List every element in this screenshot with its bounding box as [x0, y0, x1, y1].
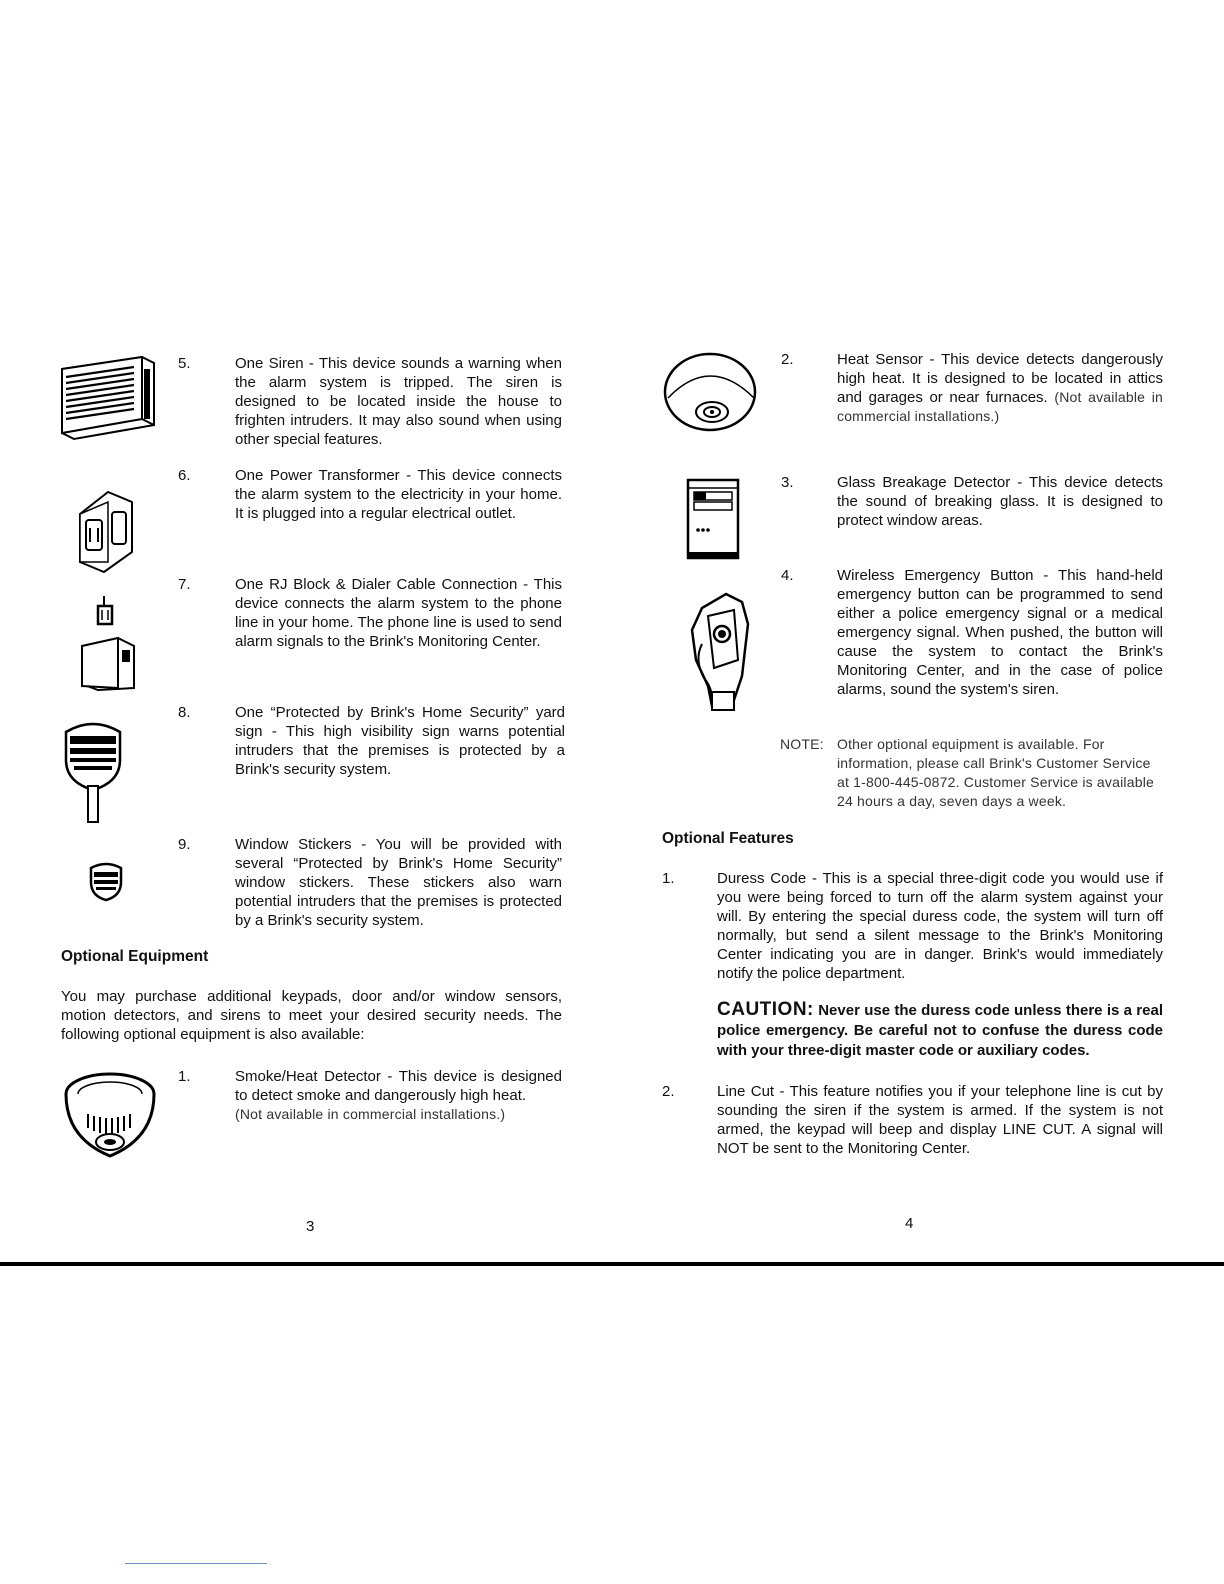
note-text: Other optional equipment is available. For information, please call Brink's Customer Service at 1-800-445-0872. Customer Service is available 24 hours a day, seven days a week. [837, 736, 1154, 809]
page-number-right: 4 [905, 1215, 914, 1232]
item-description: Wireless Emergency Button - This hand-held emergency button can be programmed to send either a police emergency signal or a medical emergency signal. When pushed, the button will cause the system to contact the Brink's Monitoring Center, and in the case of police alarms, sound the system's siren. [837, 567, 1163, 698]
heat-sensor-icon [662, 352, 760, 436]
item-number: 5. [178, 355, 191, 372]
caution-notice [717, 1000, 1163, 1061]
item-number: 4. [781, 567, 794, 584]
feature-description: Duress Code - This is a special three-digit code you would use if you were being forced to turn off the alarm system against your will. By entering the special duress code, the system will turn off normally, but send a silent message to the Brink's Monitoring Center indicating you are in danger. Brink's would immediately notify the police department. [717, 870, 1163, 982]
smoke-heat-detector-icon [62, 1068, 158, 1160]
section-heading-optional-features: Optional Features [662, 830, 794, 847]
item-text: Smoke/Heat Detector - This device is designed to detect smoke and dangerously high heat. [235, 1068, 562, 1104]
item-number: 6. [178, 467, 191, 484]
yard-sign-icon [60, 720, 126, 824]
window-sticker-icon [88, 862, 124, 902]
item-number: 3. [781, 474, 794, 491]
section-heading-optional-equipment: Optional Equipment [61, 948, 209, 965]
item-description: One “Protected by Brink's Home Security” yard sign - This high visibility sign warns potential intruders that the premises is protected by a Brink's security system. [235, 704, 565, 778]
item-description: One RJ Block & Dialer Cable Connection - This device connects the alarm system to the phone line in your home. The phone line is used to send alarm signals to the Brink's Monitoring Center. [235, 576, 562, 650]
item-note: (Not available in commercial installations.) [837, 389, 1163, 424]
page-number-left: 3 [306, 1218, 315, 1235]
feature-description: Line Cut - This feature notifies you if your telephone line is cut by sounding the siren if the system is armed. If the system is not armed, the keypad will beep and display LINE CUT. A signal will NOT be sent to the Monitoring Center. [717, 1083, 1163, 1157]
item-number: 2. [781, 351, 794, 368]
feature-number: 2. [662, 1083, 675, 1100]
item-description: One Siren - This device sounds a warning when the alarm system is tripped. The siren is designed to be located inside the house to frighten intruders. It may also sound when using other special features. [235, 355, 562, 448]
item-description: Window Stickers - You will be provided with several “Protected by Brink's Home Security” window stickers. These stickers also warn potential intruders that the premises is protected by a Brink's security system. [235, 836, 562, 929]
item-number: 7. [178, 576, 191, 593]
power-transformer-icon [78, 490, 134, 574]
item-number: 1. [178, 1068, 191, 1085]
note-label: NOTE: [780, 736, 824, 752]
siren-icon [58, 355, 156, 441]
emergency-button-icon [690, 590, 754, 712]
item-number: 9. [178, 836, 191, 853]
caution-text: Never use the duress code unless there is a real police emergency. Be careful not to confuse the duress code with your three-digit master code or auxiliary codes. [717, 1002, 1163, 1059]
item-description [837, 350, 1163, 426]
caution-label: CAUTION: [717, 999, 814, 1020]
item-note: (Not available in commercial installations.) [235, 1106, 506, 1122]
item-description [235, 1067, 562, 1124]
bottom-rule [0, 1262, 1224, 1266]
glass-breakage-detector-icon [686, 478, 742, 560]
rj-block-dialer-icon [78, 596, 138, 692]
item-description: One Power Transformer - This device connects the alarm system to the electricity in your home. It is plugged into a regular electrical outlet. [235, 467, 562, 522]
footer-line [125, 1563, 267, 1564]
feature-number: 1. [662, 870, 675, 887]
optional-equipment-intro: You may purchase additional keypads, door and/or window sensors, motion detectors, and sirens to meet your desired security needs. The following optional equipment is also available: [61, 988, 562, 1043]
item-number: 8. [178, 704, 191, 721]
item-text: Heat Sensor - This device detects dangerously high heat. It is designed to be located in attics and garages or near furnaces. [837, 351, 1163, 406]
item-description: Glass Breakage Detector - This device detects the sound of breaking glass. It is designed to protect window areas. [837, 474, 1163, 529]
